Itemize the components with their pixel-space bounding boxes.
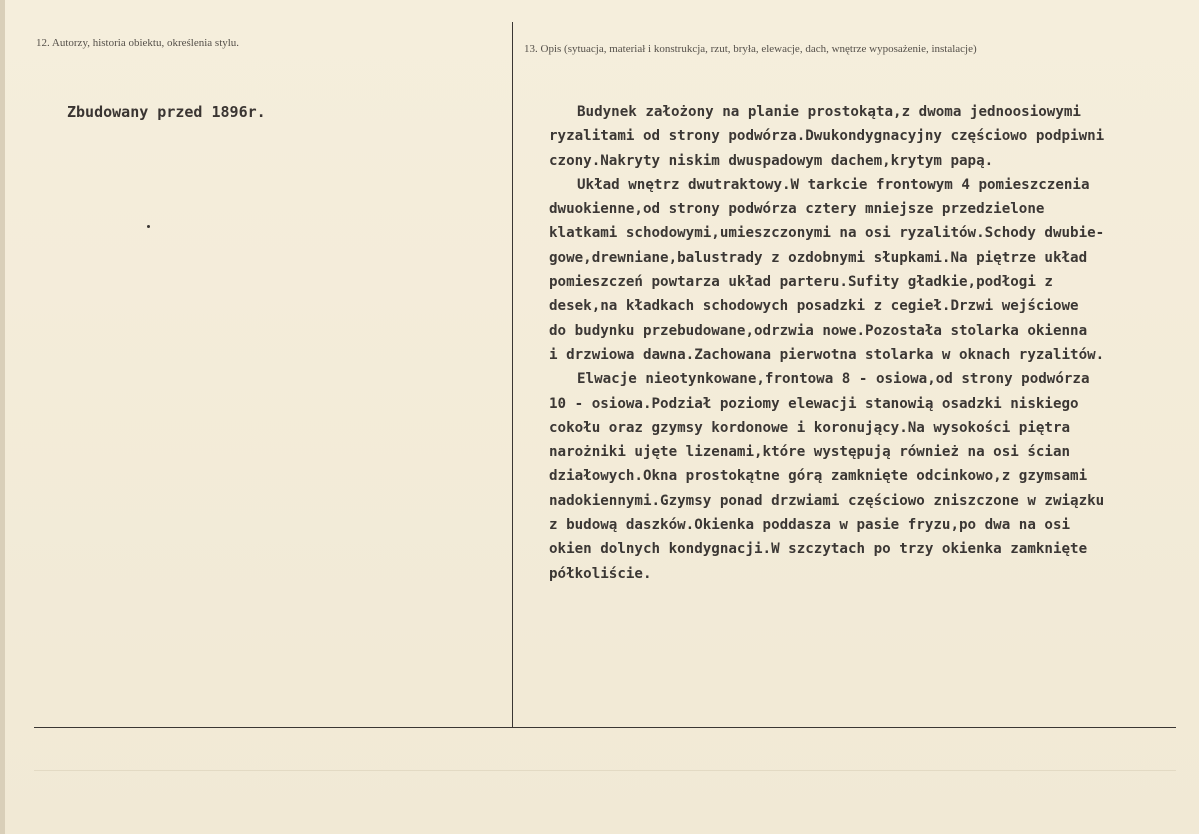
description-line: 10 - osiowa.Podział poziomy elewacji stanowią osadzki niskiego [549,395,1079,412]
bottom-rule [34,727,1176,728]
description-line: pomieszczeń powtarza układ parteru.Sufity gładkie,podłogi z [549,274,1053,291]
ink-dot [147,225,150,228]
field-13-label: 13. Opis (sytuacja, materiał i konstrukcja, rzut, bryła, elewacje, dach, wnętrze wyposażenie, instalacje) [524,43,977,55]
description-line: gowe,drewniane,balustrady z ozdobnymi słupkami.Na piętrze układ [549,249,1088,266]
faint-rule [34,770,1176,771]
description-line: okien dolnych kondygnacji.W szczytach po trzy okienka zamknięte [549,541,1088,558]
description-line: Elwacje nieotynkowane,frontowa 8 - osiowa,od strony podwórza [577,371,1090,388]
history-text: Zbudowany przed 1896r. [67,103,266,121]
description-line: półkoliście. [549,565,652,582]
description-line: narożniki ujęte lizenami,które występują również na osi ścian [549,444,1071,461]
description-line: z budową daszków.Okienka poddasza w pasie fryzu,po dwa na osi [549,517,1071,534]
description-line: ryzalitami od strony podwórza.Dwukondygnacyjny częściowo podpiwni [549,128,1105,145]
description-line: czony.Nakryty niskim dwuspadowym dachem,krytym papą. [549,152,994,169]
column-divider [512,22,513,728]
description-line: działowych.Okna prostokątne górą zamknięte odcinkowo,z gzymsami [549,468,1088,485]
description-line: dwuokienne,od strony podwórza cztery mniejsze przedzielone [549,201,1045,218]
description-line: desek,na kładkach schodowych posadzki z cegieł.Drzwi wejściowe [549,298,1079,315]
description-line: cokołu oraz gzymsy kordonowe i koronujący.Na wysokości piętra [549,419,1071,436]
description-line: Budynek założony na planie prostokąta,z dwoma jednoosiowymi [577,104,1081,120]
description-line: nadokiennymi.Gzymsy ponad drzwiami częściowo zniszczone w związku [549,492,1105,509]
field-12-label: 12. Autorzy, historia obiektu, określenia stylu. [36,37,240,49]
description-line: do budynku przebudowane,odrzwia nowe.Pozostała stolarka okienna [549,322,1088,339]
description-line: Układ wnętrz dwutraktowy.W tarkcie frontowym 4 pomieszczenia [577,176,1090,193]
description-line: klatkami schodowymi,umieszczonymi na osi ryzalitów.Schody dwubie- [549,225,1105,242]
description-text [549,100,1199,586]
description-line: i drzwiowa dawna.Zachowana pierwotna stolarka w oknach ryzalitów. [549,346,1105,363]
card-edge [0,0,5,834]
